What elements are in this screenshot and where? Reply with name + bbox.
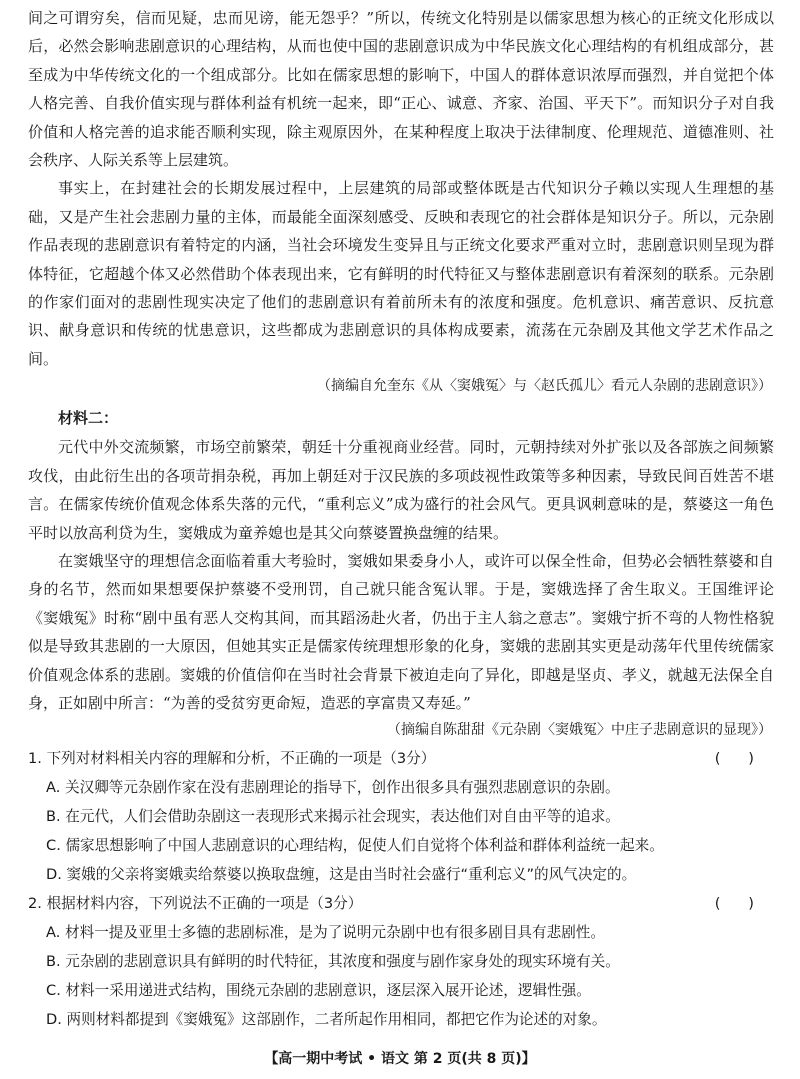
question-1-stem: 1. 下列对材料相关内容的理解和分析，不正确的一项是（3分） <box>28 750 436 768</box>
question-2-option-b: B. 元杂剧的悲剧意识具有鲜明的时代特征，其浓度和强度与剧作家身处的现实环境有关。 <box>46 953 620 971</box>
question-1-option-c: C. 儒家思想影响了中国人悲剧意识的心理结构，促使人们自觉将个体利益和群体利益统一起来。 <box>46 837 664 855</box>
question-1 <box>28 744 774 889</box>
material2-paragraph-2: 在窦娥坚守的理想信念面临着重大考验时，窦娥如果委身小人，或许可以保全性命，但势必会牺牲蔡婆和自身的名节，然而如果想要保护蔡婆不受刑罚，自己就只能含冤认罪。于是，窦娥选择了舍生取义。王国维评论《窦娥冤》时称“剧中虽有恶人交构其间，而其蹈汤赴火者，仍出于主人翁之意志”。窦娥宁折不弯的人物性格貌似是导致其悲剧的一大原因，但她其实正是儒家传统理想形象的化身，窦娥的悲剧其实更是动荡年代里传统儒家价值观念体系的悲剧。窦娥的价值信仰在当时社会背景下被迫走向了异化，即越是坚贞、孝义，就越无法保全自身，正如剧中所言：“为善的受贫穷更命短，造恶的享富贵又寿延。” <box>28 551 774 712</box>
material1-paragraph-2: 事实上，在封建社会的长期发展过程中，上层建筑的局部或整体既是古代知识分子赖以实现人生理想的基础，又是产生社会悲剧力量的主体，而最能全面深刻感受、反映和表现它的社会群体是知识分子。所以，元杂剧作品表现的悲剧意识有着特定的内涵，当社会环境发生变异且与正统文化要求严重对立时，悲剧意识则呈现为群体特征，它超越个体又必然借助个体表现出来，它有鲜明的时代特征又与整体悲剧意识有着深刻的联系。元杂剧的作家们面对的悲剧性现实决定了他们的悲剧意识有着前所未有的浓度和强度。危机意识、痛苦意识、反抗意识、献身意识和传统的忧患意识，这些都成为悲剧意识的具体构成要素，流荡在元杂剧及其他文学艺术作品之间。 <box>28 179 774 368</box>
material1-source: （摘编自允奎东《从〈窦娥冤〉与〈赵氏孤儿〉看元人杂剧的悲剧意识》） <box>317 378 772 395</box>
material2-source: （摘编自陈甜甜《元杂剧〈窦娥冤〉中庄子悲剧意识的显现》） <box>387 722 772 739</box>
question-2-stem: 2. 根据材料内容，下列说法不正确的一项是（3分） <box>28 895 363 913</box>
question-2-answer-bracket: ( ) <box>714 895 754 913</box>
material2-heading: 材料二： <box>58 409 119 428</box>
material1-paragraph-1: 间之可谓穷矣，信而见疑，忠而见谤，能无怨乎？”所以，传统文化特别是以儒家思想为核心的正统文化形成以后，必然会影响悲剧意识的心理结构，从而也使中国的悲剧意识成为中华民族文化心理结构的有机组成部分，甚至成为中华传统文化的一个组成部分。比如在儒家思想的影响下，中国人的群体意识浓厚而强烈，并自觉把个体人格完善、自我价值实现与群体利益有机统一起来，即“正心、诚意、齐家、治国、平天下”。而知识分子对自我价值和人格完善的追求能否顺利实现，除主观原因外，在某种程度上取决于法律制度、伦理规范、道德准则、社会秩序、人际关系等上层建筑。 <box>28 9 774 170</box>
question-1-answer-bracket: ( ) <box>714 750 754 768</box>
question-1-option-a: A. 关汉卿等元杂剧作家在没有悲剧理论的指导下，创作出很多具有强烈悲剧意识的杂剧。 <box>46 779 620 797</box>
question-2-option-c: C. 材料一采用递进式结构，围绕元杂剧的悲剧意识，逐层深入展开论述，逻辑性强。 <box>46 982 591 1000</box>
question-1-option-d: D. 窦娥的父亲将窦娥卖给蔡婆以换取盘缠，这是由当时社会盛行“重利忘义”的风气决定的。 <box>46 866 637 884</box>
question-2 <box>28 889 774 1034</box>
page-footer: 【高一期中考试 • 语文 第 2 页(共 8 页)】 <box>264 1051 536 1067</box>
question-2-option-a: A. 材料一提及亚里士多德的悲剧标准，是为了说明元杂剧中也有很多剧目具有悲剧性。 <box>46 924 605 942</box>
question-1-option-b: B. 在元代，人们会借助杂剧这一表现形式来揭示社会现实，表达他们对自由平等的追求。 <box>46 808 620 826</box>
material2-paragraph-1: 元代中外交流频繁，市场空前繁荣，朝廷十分重视商业经营。同时，元朝持续对外扩张以及各部族之间频繁攻伐，由此衍生出的各项苛捐杂税，再加上朝廷对于汉民族的多项歧视性政策等多种因素，导致民间百姓苦不堪言。在儒家传统价值观念体系失落的元代，“重利忘义”成为盛行的社会风气。更具讽刺意味的是，蔡婆这一角色平时以放高利贷为生，窦娥成为童养媳也是其父向蔡婆置换盘缠的结果。 <box>28 438 774 542</box>
question-2-option-d: D. 两则材料都提到《窦娥冤》这部剧作，二者所起作用相同，都把它作为论述的对象。 <box>46 1011 607 1029</box>
